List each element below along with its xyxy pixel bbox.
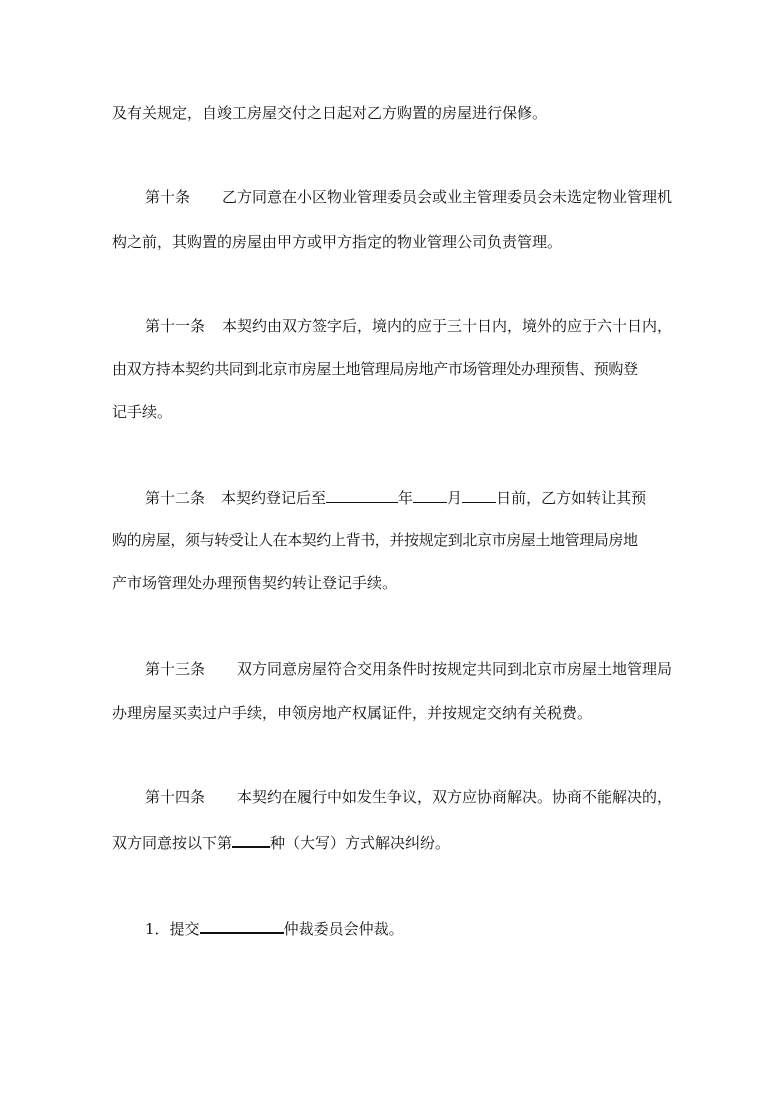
month-blank[interactable] (413, 487, 447, 503)
text: 年 (398, 489, 414, 507)
text: 月 (447, 489, 463, 507)
text: 仲裁委员会仲裁。 (283, 920, 404, 938)
article-14-line-1 (145, 787, 672, 807)
text: 种（大写）方式解决纠纷。 (270, 834, 451, 852)
article-10-line-1 (145, 187, 672, 207)
article-10-label: 第十条 (145, 188, 191, 206)
article-13-line-2 (112, 703, 672, 723)
article-12-line-1 (145, 487, 672, 508)
method-number-blank[interactable] (232, 831, 270, 848)
arbitration-commission-blank[interactable] (200, 917, 284, 934)
article-11-line-1 (145, 316, 672, 336)
text: 构之前，其购置的房屋由甲方或甲方指定的物业管理公司负责管理。 (112, 233, 563, 251)
article-14-text: 本契约在履行中如发生争议，双方应协商解决。协商不能解决的， (236, 788, 672, 806)
year-blank[interactable] (326, 487, 398, 503)
article-10-text: 乙方同意在小区物业管理委员会或业主管理委员会未选定物业管理机 (221, 188, 672, 206)
article-11-label: 第十一条 (145, 317, 206, 335)
text: 记手续。 (112, 403, 173, 421)
article-11-line-2 (112, 359, 672, 379)
article-12-line-3 (112, 573, 672, 593)
text: 本契约登记后至 (221, 489, 327, 507)
article-10-line-2 (112, 232, 672, 252)
text: 购的房屋，须与转受让人在本契约上背书，并按规定到北京市房屋土地管理局房地 (112, 531, 638, 549)
day-blank[interactable] (462, 487, 496, 503)
article-11-line-3 (112, 402, 672, 422)
article-12-label: 第十二条 (145, 489, 206, 507)
article-14-line-2 (112, 831, 672, 853)
article-13-label: 第十三条 (145, 660, 206, 678)
text: 由双方持本契约共同到北京市房屋土地管理局房地产市场管理处办理预售、预购登 (112, 360, 638, 378)
text: 及有关规定，自竣工房屋交付之日起对乙方购置的房屋进行保修。 (112, 104, 548, 122)
article-13-line-1 (145, 659, 672, 679)
item-number: 1． (145, 920, 170, 938)
text: 办理房屋买卖过户手续，申领房地产权属证件，并按规定交纳有关税费。 (112, 704, 593, 722)
text: 产市场管理处办理预售契约转让登记手续。 (112, 574, 398, 592)
article-14-label: 第十四条 (145, 788, 206, 806)
article-13-text: 双方同意房屋符合交用条件时按规定共同到北京市房屋土地管理局 (236, 660, 672, 678)
text: 双方同意按以下第 (112, 834, 233, 852)
item-1-line (145, 917, 672, 939)
text: 提交 (169, 920, 200, 938)
paragraph-line (112, 103, 672, 123)
article-12-line-2 (112, 530, 672, 550)
text: 日前，乙方如转让其预 (496, 489, 647, 507)
article-11-text: 本契约由双方签字后，境内的应于三十日内，境外的应于六十日内， (221, 317, 672, 335)
